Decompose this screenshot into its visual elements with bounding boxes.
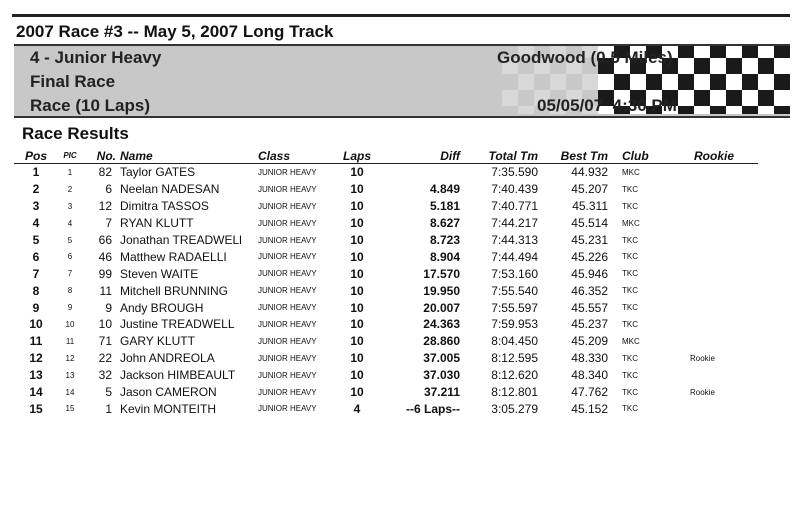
cell-best: 48.340 — [571, 368, 608, 383]
class-line: 4 - Junior Heavy — [30, 48, 162, 67]
cell-club: TKC — [622, 235, 638, 245]
cell-rookie — [680, 333, 758, 350]
cell-name: Mitchell BRUNNING — [120, 283, 229, 298]
cell-class: JUNIOR HEAVY — [258, 353, 317, 363]
cell-name: Steven WAITE — [120, 266, 199, 281]
cell-name: Jonathan TREADWELl — [120, 233, 242, 247]
cell-no: 10 — [98, 317, 112, 332]
cell-club: TKC — [622, 387, 638, 397]
cell-class: JUNIOR HEAVY — [258, 252, 317, 262]
cell-best: 44.932 — [571, 165, 608, 180]
col-class: Class — [258, 148, 291, 163]
cell-total: 7:59.953 — [491, 317, 538, 332]
table-row — [14, 384, 758, 401]
cell-pic: 15 — [65, 404, 75, 414]
cell-no: 12 — [98, 199, 112, 214]
cell-pic: 4 — [67, 218, 73, 228]
cell-best: 45.209 — [571, 334, 608, 349]
cell-name: Matthew RADAELLI — [120, 249, 227, 264]
cell-class: JUNIOR HEAVY — [258, 303, 317, 313]
cell-laps: 10 — [350, 266, 364, 281]
cell-pic: 6 — [67, 252, 73, 262]
cell-best: 45.237 — [571, 317, 608, 332]
cell-club: MKC — [622, 336, 640, 346]
cell-total: 8:04.450 — [491, 334, 538, 349]
table-row — [14, 181, 758, 198]
cell-diff: 5.181 — [429, 199, 460, 214]
cell-name: Taylor GATES — [120, 165, 196, 180]
cell-rookie — [680, 367, 758, 384]
cell-total: 7:55.597 — [491, 300, 538, 315]
results-table — [14, 148, 758, 417]
cell-total: 7:40.439 — [491, 182, 538, 197]
cell-best: 45.231 — [571, 233, 608, 247]
race-datetime: 05/05/07 4:30 PM — [537, 96, 677, 115]
cell-pos: 11 — [29, 334, 43, 349]
col-rookie: Rookie — [694, 148, 735, 163]
cell-best: 48.330 — [571, 351, 608, 366]
cell-class: JUNIOR HEAVY — [258, 404, 317, 414]
cell-pic: 7 — [67, 269, 73, 279]
cell-total: 7:44.494 — [491, 249, 538, 264]
cell-no: 82 — [98, 165, 112, 180]
cell-total: 7:55.540 — [491, 283, 538, 298]
cell-club: TKC — [622, 269, 638, 279]
cell-pos: 7 — [32, 266, 40, 281]
cell-class: JUNIOR HEAVY — [258, 370, 317, 380]
cell-diff: 8.723 — [429, 233, 460, 247]
table-row — [14, 316, 758, 333]
col-total: Total Tm — [488, 148, 538, 163]
cell-no: 32 — [98, 368, 112, 383]
cell-no: 1 — [105, 401, 112, 416]
cell-class: JUNIOR HEAVY — [258, 167, 317, 177]
cell-pos: 6 — [32, 249, 40, 264]
cell-pos: 1 — [32, 165, 40, 180]
cell-diff: 17.570 — [423, 266, 460, 281]
cell-pic: 11 — [65, 336, 75, 346]
cell-no: 5 — [105, 385, 112, 400]
cell-laps: 10 — [350, 249, 364, 264]
cell-rookie — [680, 299, 758, 316]
cell-pos: 10 — [29, 317, 43, 332]
cell-club: MKC — [622, 167, 640, 177]
cell-total: 3:05.279 — [491, 401, 538, 416]
cell-total: 7:35.590 — [491, 165, 538, 180]
cell-best: 45.557 — [571, 300, 608, 315]
cell-laps: 4 — [353, 401, 361, 416]
cell-pos: 13 — [29, 368, 43, 383]
cell-club: TKC — [622, 370, 638, 380]
cell-name: RYAN KLUTT — [120, 216, 194, 231]
col-name: Name — [120, 148, 153, 163]
cell-club: MKC — [622, 218, 640, 228]
cell-laps: 10 — [350, 317, 364, 332]
cell-no: 7 — [105, 216, 112, 231]
cell-laps: 10 — [350, 334, 364, 349]
cell-diff: 8.627 — [429, 216, 460, 231]
cell-laps: 10 — [350, 182, 364, 197]
cell-club: TKC — [622, 201, 638, 211]
cell-pos: 2 — [32, 182, 40, 197]
cell-pic: 9 — [67, 303, 73, 313]
table-row — [14, 198, 758, 215]
cell-pic: 5 — [67, 235, 73, 245]
cell-best: 46.352 — [571, 283, 608, 298]
cell-club: TKC — [622, 303, 638, 313]
cell-total: 7:44.217 — [491, 216, 538, 231]
track-name: Goodwood (0.5 Miles) — [497, 48, 673, 67]
cell-name: Jason CAMERON — [120, 385, 217, 400]
cell-pos: 15 — [29, 401, 43, 416]
cell-club: TKC — [622, 286, 638, 296]
table-row — [14, 265, 758, 282]
cell-pic: 3 — [67, 201, 73, 211]
cell-laps: 10 — [350, 199, 364, 214]
col-laps: Laps — [342, 148, 371, 163]
cell-no: 6 — [105, 182, 112, 197]
cell-no: 66 — [98, 233, 112, 247]
cell-rookie — [680, 198, 758, 215]
cell-best: 45.226 — [571, 249, 608, 264]
cell-diff: 20.007 — [423, 300, 460, 315]
cell-name: Dimitra TASSOS — [120, 199, 209, 214]
cell-diff: 19.950 — [423, 283, 460, 298]
cell-best: 45.152 — [571, 401, 608, 416]
cell-class: JUNIOR HEAVY — [258, 184, 317, 194]
table-row — [14, 350, 758, 367]
table-row — [14, 299, 758, 316]
table-row — [14, 282, 758, 299]
table-row — [14, 333, 758, 350]
cell-diff: 8.904 — [429, 249, 460, 264]
cell-pos: 12 — [29, 351, 43, 366]
cell-rookie — [680, 181, 758, 198]
cell-laps: 10 — [350, 300, 364, 315]
cell-pic: 10 — [65, 319, 75, 329]
cell-class: JUNIOR HEAVY — [258, 319, 317, 329]
cell-best: 45.946 — [571, 266, 608, 281]
cell-class: JUNIOR HEAVY — [258, 286, 317, 296]
cell-no: 46 — [98, 249, 112, 264]
race-type: Final Race — [30, 72, 116, 91]
cell-rookie — [680, 265, 758, 282]
cell-class: JUNIOR HEAVY — [258, 387, 317, 397]
cell-laps: 10 — [350, 283, 364, 298]
cell-rookie — [680, 164, 758, 181]
cell-laps: 10 — [350, 233, 364, 247]
cell-pic: 1 — [67, 167, 73, 177]
cell-total: 8:12.595 — [491, 351, 538, 366]
cell-no: 11 — [99, 283, 112, 298]
cell-pic: 2 — [67, 184, 73, 194]
cell-pos: 8 — [32, 283, 40, 298]
cell-diff: 37.005 — [423, 351, 460, 366]
cell-pic: 13 — [65, 370, 75, 380]
cell-pic: 14 — [65, 387, 75, 397]
cell-rookie — [680, 215, 758, 232]
col-pos: Pos — [24, 148, 47, 163]
cell-diff: 4.849 — [429, 182, 460, 197]
table-row — [14, 248, 758, 265]
table-row — [14, 164, 758, 181]
page-title: 2007 Race #3 -- May 5, 2007 Long Track — [16, 22, 334, 41]
cell-diff: 24.363 — [423, 317, 460, 332]
cell-name: Andy BROUGH — [120, 300, 204, 315]
cell-laps: 10 — [350, 165, 364, 180]
cell-no: 22 — [98, 351, 112, 366]
cell-name: Jackson HIMBEAULT — [120, 368, 236, 383]
cell-pos: 9 — [32, 300, 40, 315]
table-row — [14, 400, 758, 417]
cell-rookie — [680, 400, 758, 417]
table-row — [14, 232, 758, 249]
cell-class: JUNIOR HEAVY — [258, 269, 317, 279]
cell-diff: 37.030 — [423, 368, 460, 383]
cell-class: JUNIOR HEAVY — [258, 336, 317, 346]
cell-no: 9 — [105, 300, 112, 315]
table-row — [14, 215, 758, 232]
cell-name: GARY KLUTT — [120, 334, 195, 349]
cell-class: JUNIOR HEAVY — [258, 235, 317, 245]
cell-club: TKC — [622, 404, 638, 414]
cell-club: TKC — [622, 319, 638, 329]
cell-no: 99 — [98, 266, 112, 281]
cell-diff: 28.860 — [423, 334, 460, 349]
cell-rookie — [680, 248, 758, 265]
col-no: No. — [96, 148, 116, 163]
cell-rookie: Rookie — [690, 387, 715, 397]
cell-total: 8:12.620 — [491, 368, 538, 383]
cell-class: JUNIOR HEAVY — [258, 218, 317, 228]
cell-rookie — [680, 232, 758, 249]
cell-club: TKC — [622, 252, 638, 262]
section-title: Race Results — [22, 124, 129, 143]
cell-best: 45.207 — [571, 182, 608, 197]
cell-pos: 5 — [32, 233, 40, 247]
table-header-row — [14, 148, 758, 164]
cell-laps: 10 — [350, 368, 364, 383]
race-laps: Race (10 Laps) — [30, 96, 150, 115]
cell-pic: 8 — [67, 286, 73, 296]
cell-no: 71 — [98, 334, 112, 349]
cell-rookie — [680, 316, 758, 333]
cell-name: John ANDREOLA — [120, 351, 215, 366]
col-diff: Diff — [440, 148, 460, 163]
cell-name: Justine TREADWELL — [120, 317, 235, 332]
cell-diff: 37.211 — [423, 385, 460, 400]
cell-best: 45.311 — [572, 199, 608, 214]
top-rule — [12, 14, 790, 17]
cell-rookie: Rookie — [690, 353, 715, 363]
cell-pos: 4 — [32, 216, 40, 231]
cell-laps: 10 — [350, 216, 364, 231]
cell-rookie — [680, 282, 758, 299]
cell-laps: 10 — [350, 351, 364, 366]
cell-name: Neelan NADESAN — [120, 182, 220, 197]
col-best: Best Tm — [560, 148, 608, 163]
cell-best: 45.514 — [571, 216, 608, 231]
cell-total: 7:44.313 — [491, 233, 538, 247]
table-row — [14, 367, 758, 384]
col-club: Club — [622, 148, 649, 163]
col-pic: PIC — [63, 151, 77, 160]
cell-total: 7:40.771 — [491, 199, 538, 214]
cell-total: 8:12.801 — [491, 385, 538, 400]
cell-diff — [384, 164, 462, 181]
cell-laps: 10 — [350, 385, 364, 400]
cell-total: 7:53.160 — [491, 266, 538, 281]
cell-pos: 14 — [29, 385, 43, 400]
cell-club: TKC — [622, 353, 638, 363]
cell-club: TKC — [622, 184, 638, 194]
cell-best: 47.762 — [571, 385, 608, 400]
cell-class: JUNIOR HEAVY — [258, 201, 317, 211]
cell-name: Kevin MONTEITH — [120, 401, 217, 416]
cell-pos: 3 — [32, 199, 40, 214]
cell-diff: --6 Laps-- — [406, 401, 460, 416]
cell-pic: 12 — [65, 353, 75, 363]
